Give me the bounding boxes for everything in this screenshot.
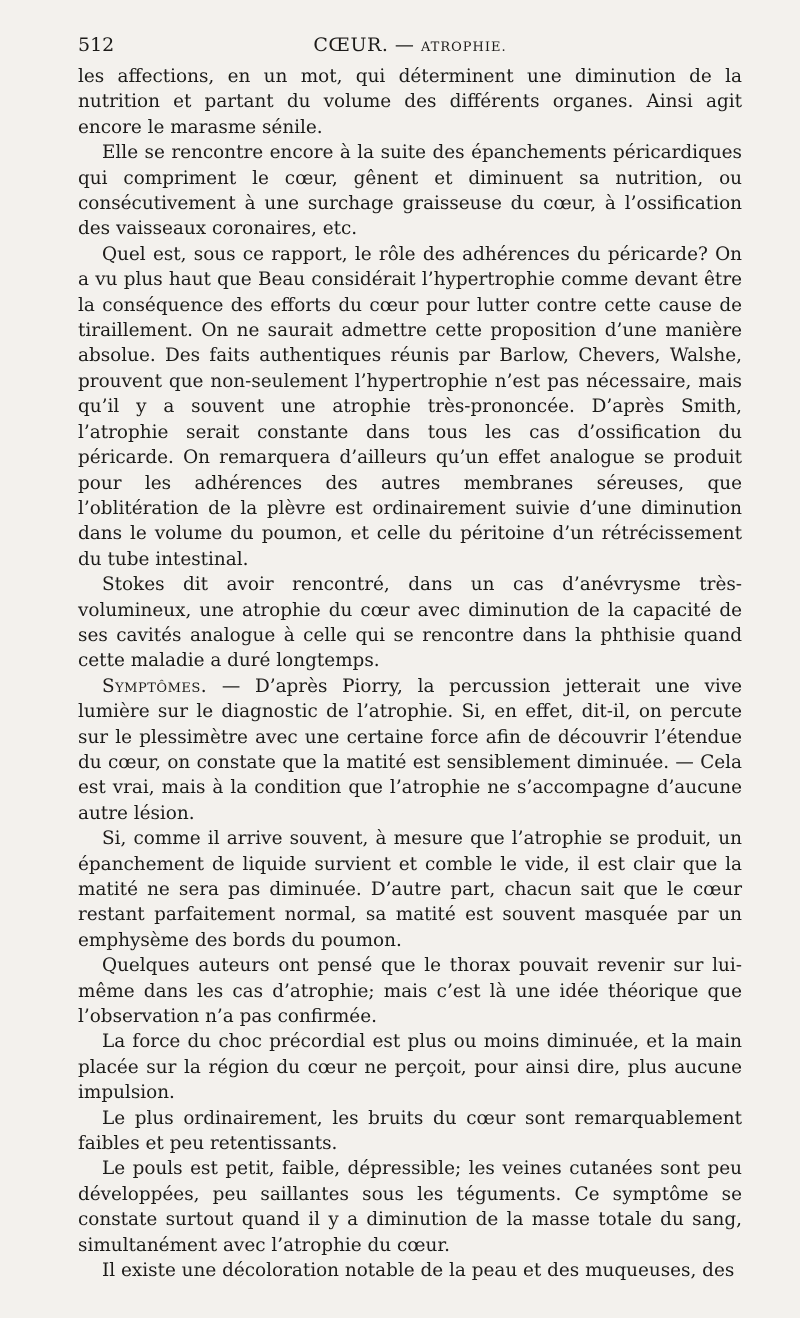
paragraph: Quelques auteurs ont pensé que le thorax pouvait revenir sur lui-même dans les cas d’atrophie; mais c’est là une idée théorique que l’observation n’a pas confirmée. [78,955,742,1028]
symptoms-heading: Symptômes. [102,675,208,697]
running-head-main: CŒUR. [313,34,389,56]
paragraph-symptoms [78,674,742,826]
page-header [78,34,742,58]
paragraph-continuation: les affections, en un mot, qui déterminent une diminution de la nutrition et partant du volume des différents organes. Ainsi agit encore le marasme sénile. [78,66,742,138]
running-head-sub: ATROPHIE. [420,40,507,55]
paragraph: La force du choc précordial est plus ou moins diminuée, et la main placée sur la région du cœur ne perçoit, pour ainsi dire, plus aucune impulsion. [78,1031,742,1104]
paragraph: Si, comme il arrive souvent, à mesure que l’atrophie se produit, un épanchement de liquide survient et comble le vide, il est clair que la matité ne sera pas diminuée. D’autre part, chacun sait que le cœur restant parfaitement normal, sa matité est souvent masquée par un emphysème des bords du poumon. [78,828,742,951]
running-head [78,34,742,56]
paragraph: Le plus ordinairement, les bruits du cœur sont remarquablement faibles et peu retentissants. [78,1107,742,1155]
paragraph: Elle se rencontre encore à la suite des épanchements péricardiques qui compriment le cœur, gênent et diminuent sa nutrition, ou consécutivement à une surchage graisseuse du cœur, à l’ossification des vaisseaux coronaires, etc. [78,142,742,240]
page-number: 512 [78,34,115,56]
paragraph: Stokes dit avoir rencontré, dans un cas d’anévrysme très-volumineux, une atrophie du cœur avec diminution de la capacité de ses cavités analogue à celle qui se rencontre dans la phthisie quand cette maladie a duré longtemps. [78,574,742,672]
paragraph: Le pouls est petit, faible, dépressible; les veines cutanées sont peu développées, peu saillantes sous les téguments. Ce symptôme se constate surtout quand il y a diminution de la masse totale du sang, simultanément avec l’atrophie du cœur. [78,1158,742,1256]
paragraph: Quel est, sous ce rapport, le rôle des adhérences du péricarde? On a vu plus haut que Beau considérait l’hypertrophie comme devant être la conséquence des efforts du cœur pour lutter contre cette cause de tiraillement. On ne saurait admettre cette proposition d’une manière absolue. Des faits authentiques réunis par Barlow, Chevers, Walshe, prouvent que non-seulement l’hypertrophie n’est pas nécessaire, mais qu’il y a souvent une atrophie très-prononcée. D’après Smith, l’atrophie serait constante dans tous les cas d’ossification du péricarde. On remarquera d’ailleurs qu’un effet analogue se produit pour les adhérences des autres membranes séreuses, que l’oblitération de la plèvre est ordinairement suivie d’une diminution dans le volume du poumon, et celle du péritoine d’un rétrécissement du tube intestinal. [78,243,742,570]
paragraph-last: Il existe une décoloration notable de la peau et des muqueuses, des [102,1260,735,1282]
running-head-separator: — [388,34,421,56]
body-text [78,64,742,1284]
symptoms-text: — D’après Piorry, la percussion jetterait une vive lumière sur le diagnostic de l’atrophie. Si, en effet, dit-il, on percute sur le plessimètre avec une certaine force afin de découvrir l’étendue du cœur, on constate que la matité est sensiblement diminuée. — Cela est vrai, mais à la condition que l’atrophie ne s’accompagne d’aucune autre lésion. [78,675,742,824]
